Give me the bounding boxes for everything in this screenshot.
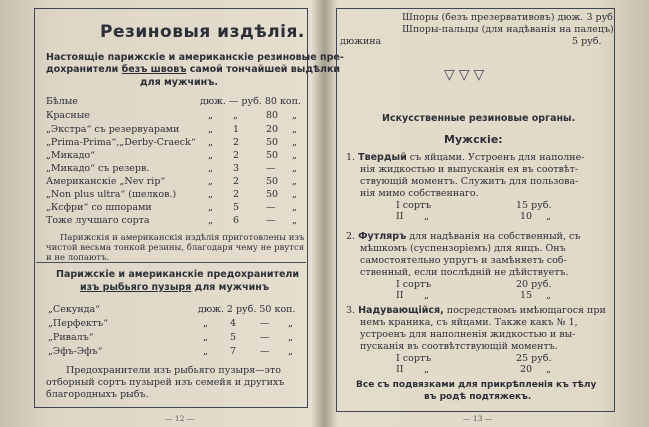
price-row-q3: „ (292, 137, 297, 148)
price-row-rub: 6 (233, 215, 240, 226)
organ-item-2-sort-2 (396, 290, 596, 301)
price-row-name: Красные (46, 110, 90, 121)
price-row-price: 50 (266, 176, 279, 187)
section2-title-2-a: изъ рыбьяго пузыря (80, 282, 192, 293)
price-row-q1: „ (203, 318, 208, 329)
organ-item-2-desc: для надѣванія на собственный, съ (409, 231, 581, 242)
price-row-q1: „ (208, 189, 213, 200)
price-row (48, 332, 300, 343)
sort-ditto: „ (424, 211, 429, 222)
price-row-q3: „ (292, 176, 297, 187)
price-row-q1: „ (208, 150, 213, 161)
price-row-q3: „ (292, 150, 297, 161)
price-row-q2: „ (233, 110, 238, 121)
footer-line-2: въ родѣ подтяжекъ. (424, 392, 532, 402)
intro-line-2 (46, 64, 340, 75)
price-row-unit: дюж. 2 руб. 50 коп. (198, 304, 296, 315)
note-line-2: чистой весьма тонкой резины, благодаря чему не рвутся (46, 243, 305, 253)
price-row-q1: „ (203, 332, 208, 343)
price-row-name: „Экстра“ съ резервуарами (46, 124, 180, 135)
price-row-rub: 4 (230, 318, 237, 329)
organ-item-3-line-3: устроенъ для наполненія жидкостью и вы- (360, 329, 576, 340)
organ-item-3-number: 3. (346, 305, 356, 316)
page-number: — 13 — (463, 414, 493, 423)
price-row-price: — (266, 215, 276, 226)
organ-item-3-name: Надувающійся, (358, 305, 444, 316)
price-row-rub: 2 (233, 150, 240, 161)
price-row-q3: „ (292, 110, 297, 121)
price-row-price: 50 (266, 150, 279, 161)
organ-item-1-name: Твердый (358, 152, 407, 163)
sort-price: 25 руб. (516, 353, 552, 364)
price-row-q3: „ (292, 202, 297, 213)
price-row-q1: „ (203, 346, 208, 357)
price-row-q1: „ (208, 202, 213, 213)
price-row (46, 110, 298, 121)
section2-title-2 (80, 282, 269, 293)
price-row-rub: 2 (233, 189, 240, 200)
price-row-price: — (260, 318, 270, 329)
price-row (48, 318, 300, 329)
page-title: Резиновыя издѣлія. (100, 22, 305, 42)
price-row-name: Бѣлые (46, 96, 78, 107)
sort-label: II (396, 211, 404, 222)
price-row-price: 20 (266, 124, 279, 135)
organ-item-1-number: 1. (346, 152, 356, 163)
organ-item-3-sort-1 (396, 353, 596, 364)
sort-price: 20 (520, 364, 533, 375)
price-row (46, 150, 298, 161)
organ-item-3-desc: посредствомъ имѣющагося при (446, 305, 606, 316)
price-row-q1: „ (208, 124, 213, 135)
organ-item-2-line-1 (346, 231, 580, 242)
price-row (48, 304, 300, 315)
price-row-q2: „ (288, 346, 293, 357)
note-line-3: и не лопаютъ. (46, 253, 110, 263)
sort-label: I сортъ (396, 279, 432, 290)
price-row-q3: „ (292, 163, 297, 174)
sort-ditto-2: „ (546, 211, 551, 222)
sort-ditto-2: „ (546, 290, 551, 301)
sort-label: II (396, 364, 404, 375)
organ-item-1-line-2: нія жидкостью и выпусканія ея въ соотвѣт- (360, 164, 579, 175)
price-row-name: „Перфектъ“ (48, 318, 109, 329)
price-row-rub: 2 (233, 176, 240, 187)
organ-item-2-number: 2. (346, 231, 356, 242)
sort-label: I сортъ (396, 200, 432, 211)
price-row-rub: 7 (230, 346, 237, 357)
sort-label: II (396, 290, 404, 301)
price-row (46, 124, 298, 135)
section-divider (36, 262, 306, 263)
organ-item-2-name: Футляръ (358, 231, 407, 242)
price-row-unit: дюж. — руб. 80 коп. (200, 96, 301, 107)
intro-2-b: безъ швовъ (121, 64, 187, 75)
price-row-q2: „ (288, 332, 293, 343)
price-row-q1: „ (208, 110, 213, 121)
intro-2-a: дохранители (46, 64, 119, 75)
organ-item-2-line-2: мѣшкомъ (суспензоріемъ) для яицъ. Онъ (360, 243, 566, 254)
price-row-name: „Ксфри“ со шпорами (46, 202, 152, 213)
section-heading: Искусственные резиновые органы. (382, 113, 576, 124)
price-row-rub: 1 (233, 124, 240, 135)
intro-2-c: самой тончайшей выдѣлки (189, 64, 341, 75)
organ-item-1-sort-1 (396, 200, 596, 211)
sort-price: 20 руб. (516, 279, 552, 290)
organ-item-3-line-1 (346, 305, 606, 316)
price-row (46, 189, 298, 200)
price-row-q1: „ (208, 163, 213, 174)
section2-title-2-b: для мужчинъ (194, 282, 269, 293)
price-row-name: „Prima-Prima“,„Derby-Craeck“ (46, 137, 196, 148)
price-row (46, 163, 298, 174)
organ-item-3-sort-2 (396, 364, 596, 375)
price-row-price: 50 (266, 189, 279, 200)
page-number: — 12 — (165, 414, 195, 423)
price-row-q3: „ (292, 189, 297, 200)
price-row-q2: „ (288, 318, 293, 329)
organ-item-1-line-3: ствующій моментъ. Служитъ для пользова- (360, 176, 579, 187)
organ-item-3-line-4: пусканія въ соотвѣтствующій моментъ. (360, 341, 558, 352)
note-line-1: Парижскія и американскія издѣлія приготовлены изъ (60, 233, 305, 243)
price-row (46, 176, 298, 187)
top-line-3 (340, 36, 608, 47)
price-row-rub: 5 (230, 332, 237, 343)
organ-item-2-line-4: ственный, если послѣдній не дѣйствуетъ. (360, 267, 569, 278)
price-row-q1: „ (208, 215, 213, 226)
price-row-price: — (266, 163, 276, 174)
top-line-2: Шпоры-пальцы (для надѣванія на палецъ) (402, 24, 614, 35)
price-row (48, 346, 300, 357)
price-row-price: 80 (266, 110, 279, 121)
sort-ditto: „ (424, 290, 429, 301)
price-row-q3: „ (292, 215, 297, 226)
organ-item-2-line-3: самостоятельно упругъ и замѣняетъ соб- (360, 255, 567, 266)
price-row-name: Американскіе „Nev rip“ (46, 176, 166, 187)
ornament-icon: ▽▽▽ (444, 67, 489, 83)
top-line-1: Шпоры (безъ презервативовъ) дюж. 3 руб. (402, 12, 616, 23)
price-row-q1: „ (208, 137, 213, 148)
footer-line-1: Все съ подвязками для прикрѣпленія къ тѣлу (356, 380, 597, 390)
paragraph-line-1: Предохранители изъ рыбьяго пузыря—это (66, 365, 281, 376)
organ-item-1-line-4: нія мимо собственнаго. (360, 188, 479, 199)
top-line-3-a: дюжина (340, 36, 382, 47)
price-row-name: Тоже лучшаго сорта (46, 215, 150, 226)
price-row-name: „Секунда“ (48, 304, 101, 315)
organ-item-2-sort-1 (396, 279, 596, 290)
intro-line-1: Настоящіе парижскіе и американскіе резиновые пре- (46, 52, 344, 63)
price-row-name: „Non plus ultra“ (шелков.) (46, 189, 177, 200)
price-row (46, 96, 301, 107)
price-row-q1: „ (208, 176, 213, 187)
price-row-price: — (266, 202, 276, 213)
intro-line-3: для мужчинъ. (140, 77, 218, 88)
paragraph-line-3: благородныхъ рыбъ. (46, 389, 149, 400)
price-row-price: — (260, 346, 270, 357)
organ-item-1-sort-2 (396, 211, 596, 222)
organ-item-3-line-2: немъ краника, съ яйцами. Также какъ № 1, (360, 317, 578, 328)
sort-price: 15 руб. (516, 200, 552, 211)
price-row-name: „Микадо“ (46, 150, 96, 161)
price-row-name: „Эфъ-Эфъ“ (48, 346, 103, 357)
price-row-rub: 2 (233, 137, 240, 148)
price-row-q3: „ (292, 124, 297, 135)
price-row-rub: 5 (233, 202, 240, 213)
organ-item-1-desc: съ яйцами. Устроенъ для наполне- (409, 152, 585, 163)
right-page (328, 0, 649, 427)
section2-title-1: Парижскіе и американскіе предохранители (56, 269, 300, 280)
price-row-price: — (260, 332, 270, 343)
paragraph-line-2: отборный сортъ пузырей изъ семейя и другихъ (46, 377, 285, 388)
sort-price: 15 (520, 290, 533, 301)
sort-ditto-2: „ (546, 364, 551, 375)
price-row (46, 202, 298, 213)
sort-ditto: „ (424, 364, 429, 375)
price-row (46, 137, 298, 148)
section-subheading: Мужскіе: (444, 133, 503, 146)
price-row-rub: 3 (233, 163, 240, 174)
sort-label: I сортъ (396, 353, 432, 364)
sort-price: 10 (520, 211, 533, 222)
price-row-name: „Микадо“ съ резерв. (46, 163, 150, 174)
organ-item-1-line-1 (346, 152, 584, 163)
price-row-name: „Ривалъ“ (48, 332, 94, 343)
price-row (46, 215, 298, 226)
price-row-price: 50 (266, 137, 279, 148)
top-line-3-b: 5 руб. (572, 36, 602, 47)
